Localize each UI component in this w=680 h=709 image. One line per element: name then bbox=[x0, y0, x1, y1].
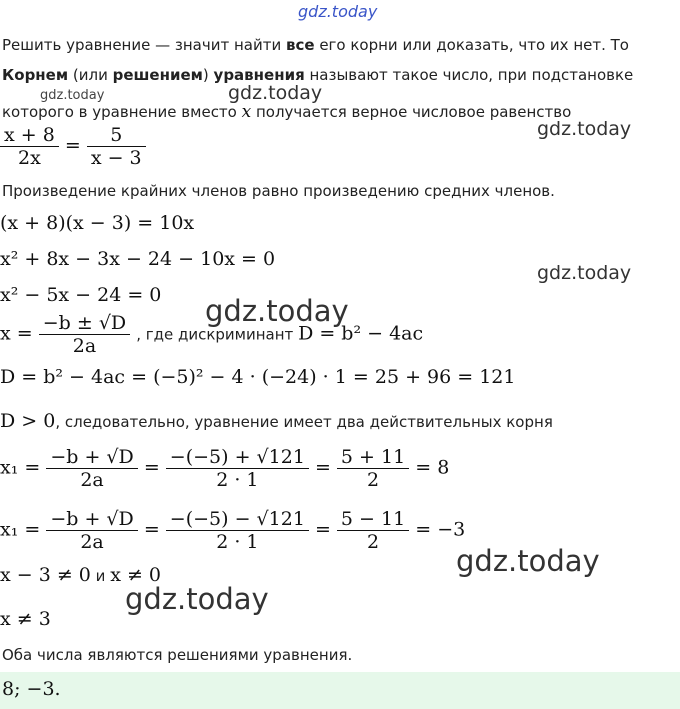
step-1: (x + 8)(x − 3) = 10x bbox=[0, 212, 195, 234]
watermark-large-2: gdz.today bbox=[456, 544, 600, 578]
x-not-3: x ≠ 3 bbox=[0, 608, 51, 630]
watermark-large-1: gdz.today bbox=[205, 294, 349, 328]
watermark-mid: gdz.today bbox=[228, 82, 323, 104]
watermark-large-3: gdz.today bbox=[125, 582, 269, 616]
root-2: x₁ = $\frac{-b + √D}{2a}$ = $\frac{-(-5) - √121}{2 \cdot 1}$ = $\frac{5 - 11}{2}$ = −3 bbox=[0, 508, 466, 553]
proportion-rule: Произведение крайних членов равно произведению средних членов. bbox=[2, 182, 555, 200]
original-equation: $\frac{x + 8}{2x}$ = $\frac{5}{x - 3}$ bbox=[0, 124, 146, 169]
answer-bar bbox=[0, 672, 680, 709]
quadratic-formula: x = $\frac{-b \pm √D}{2a}$ , где дискриминант D = b² − 4ac bbox=[0, 312, 424, 357]
domain-check: x − 3 ≠ 0 и x ≠ 0 bbox=[0, 564, 161, 586]
root-1: x₁ = $\frac{-b + √D}{2a}$ = $\frac{-(-5) + √121}{2 \cdot 1}$ = $\frac{5 + 11}{2}$ = 8 bbox=[0, 446, 450, 491]
step-2: x² + 8x − 3x − 24 − 10x = 0 bbox=[0, 248, 276, 270]
intro-line-2: Корнем (или решением) уравнения называют такое число, при подстановке bbox=[2, 66, 634, 84]
answer: 8; −3. bbox=[2, 678, 61, 700]
step-3: x² − 5x − 24 = 0 bbox=[0, 284, 162, 306]
conclusion: D > 0, следовательно, уравнение имеет два действительных корня bbox=[0, 410, 553, 432]
watermark-right-1: gdz.today bbox=[537, 118, 632, 140]
watermark-small: gdz.today bbox=[40, 88, 105, 103]
intro-line-3: которого в уравнение вместо x получается верное числовое равенство bbox=[2, 102, 572, 122]
discriminant-calc: D = b² − 4ac = (−5)² − 4 · (−24) · 1 = 25 + 96 = 121 bbox=[0, 366, 516, 388]
watermark-right-2: gdz.today bbox=[537, 262, 632, 284]
intro-line-1: Решить уравнение — значит найти все его корни или доказать, что их нет. То bbox=[2, 36, 629, 54]
watermark-top: gdz.today bbox=[298, 2, 378, 21]
both-roots-text: Оба числа являются решениями уравнения. bbox=[2, 646, 353, 664]
